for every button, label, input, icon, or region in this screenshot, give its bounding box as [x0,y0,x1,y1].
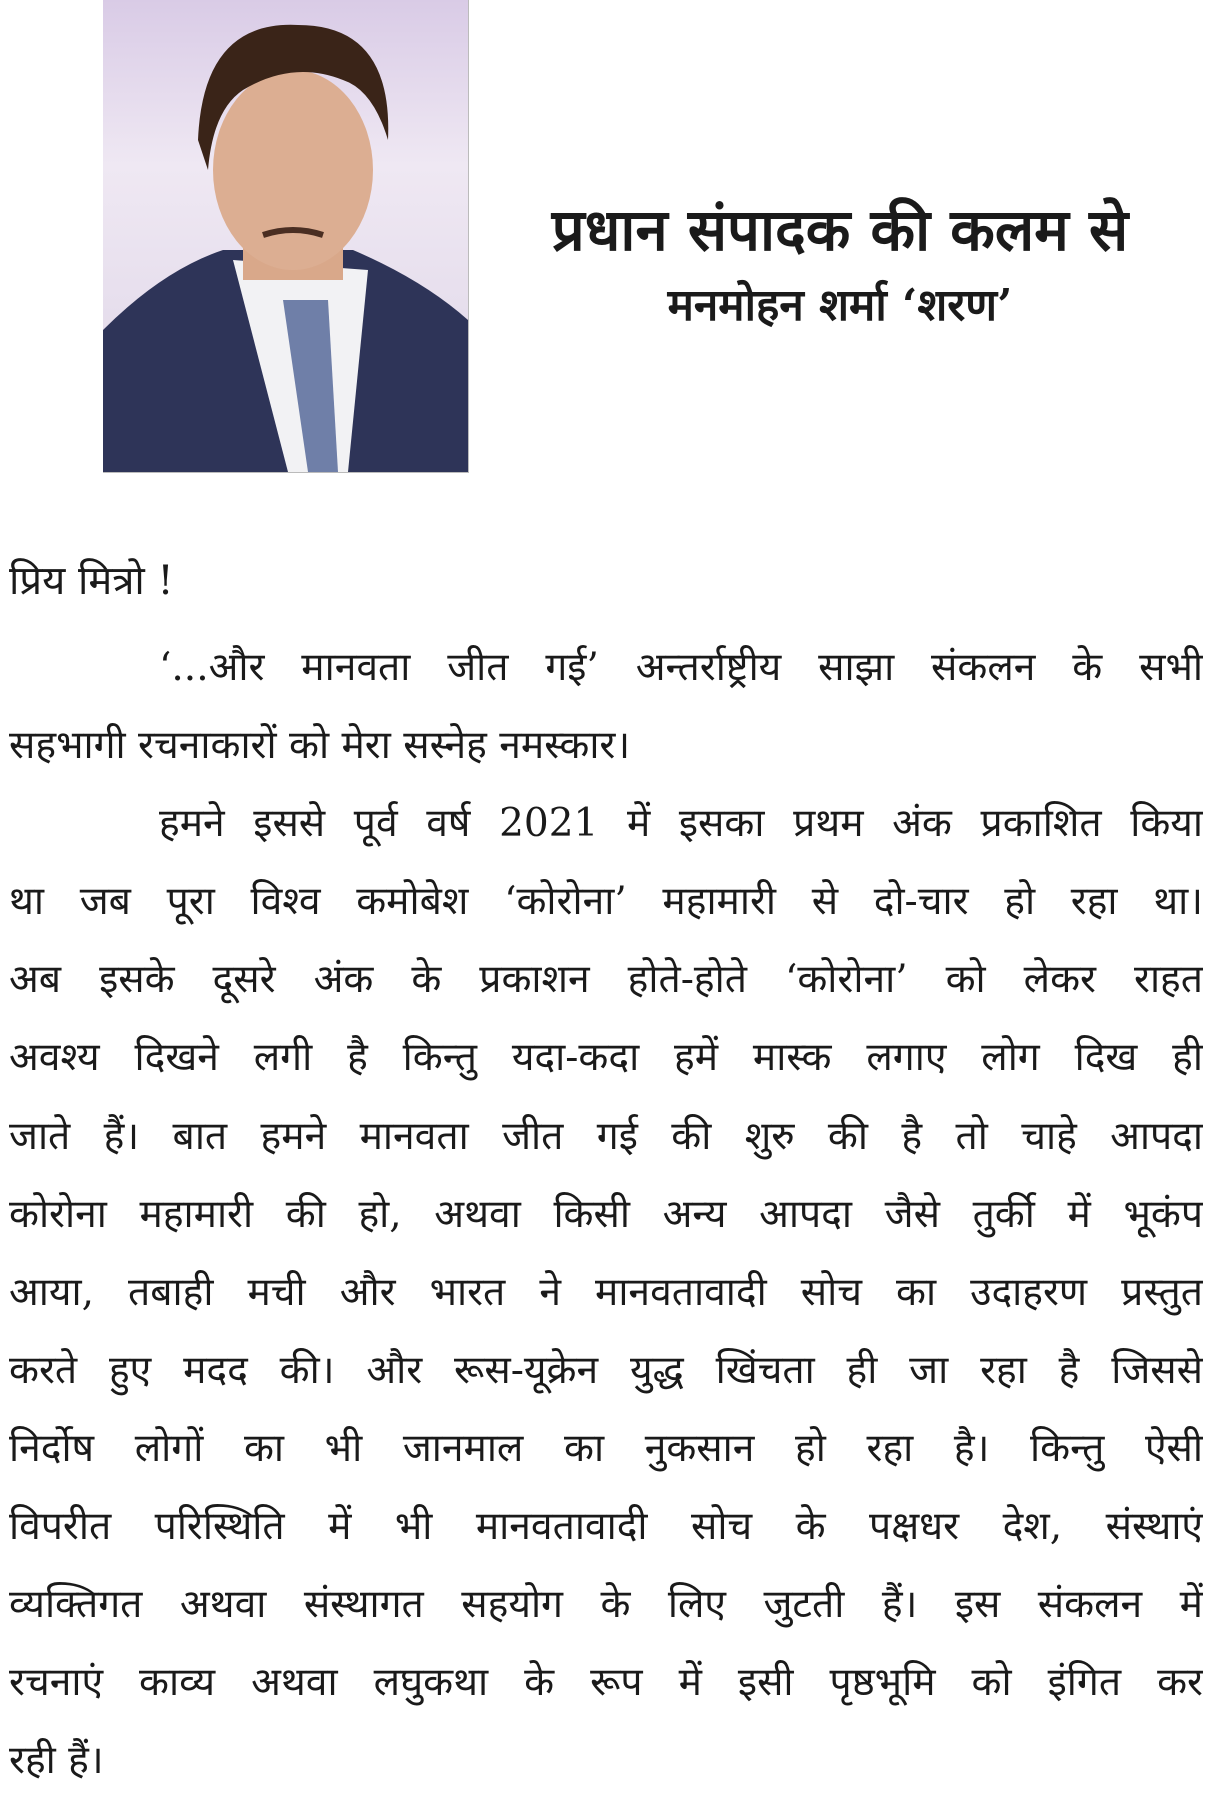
body-line: रही हैं। [9,1738,104,1784]
body-line: कोरोना महामारी की हो, अथवा किसी अन्य आपदा जैसे तुर्की में भूकंप [9,1191,1203,1237]
body-line: करते हुए मदद की। और रूस-यूक्रेन युद्ध खिंचता ही जा रहा है जिससे [9,1347,1203,1393]
body-line: अवश्य दिखने लगी है किन्तु यदा-कदा हमें मास्क लगाए लोग दिख ही [9,1035,1203,1081]
body-line: रचनाएं काव्य अथवा लघुकथा के रूप में इसी पृष्ठभूमि को इंगित कर [9,1660,1203,1706]
body-line: आया, तबाही मची और भारत ने मानवतावादी सोच का उदाहरण प्रस्तुत [9,1269,1203,1315]
body-line: था जब पूरा विश्व कमोबेश ‘कोरोना’ महामारी से दो-चार हो रहा था। [9,879,1203,925]
page-title: प्रधान संपादक की कलम से [551,196,1129,264]
body-line: विपरीत परिस्थिति में भी मानवतावादी सोच के पक्षधर देश, संस्थाएं [9,1504,1203,1550]
body-line: सहभागी रचनाकारों को मेरा सस्नेह नमस्कार। [9,723,631,769]
portrait-illustration [103,0,468,472]
body-line: हमने इससे पूर्व वर्ष 2021 में इसका प्रथम अंक प्रकाशित किया [159,801,1203,847]
body-line: निर्दोष लोगों का भी जानमाल का नुकसान हो रहा है। किन्तु ऐसी [9,1425,1203,1471]
body-line: अब इसके दूसरे अंक के प्रकाशन होते-होते ‘कोरोना’ को लेकर राहत [9,957,1203,1003]
author-name: मनमोहन शर्मा ‘शरण’ [667,280,1013,331]
editor-portrait-photo [103,0,469,473]
body-line: जाते हैं। बात हमने मानवता जीत गई की शुरु की है तो चाहे आपदा [9,1113,1203,1159]
body-line: ‘...और मानवता जीत गई’ अन्तर्राष्ट्रीय साझा संकलन के सभी [159,645,1203,690]
editorial-body [9,629,1203,1800]
body-line: व्यक्तिगत अथवा संस्थागत सहयोग के लिए जुटती हैं। इस संकलन में [9,1582,1203,1628]
greeting: प्रिय मित्रो ! [9,558,174,604]
